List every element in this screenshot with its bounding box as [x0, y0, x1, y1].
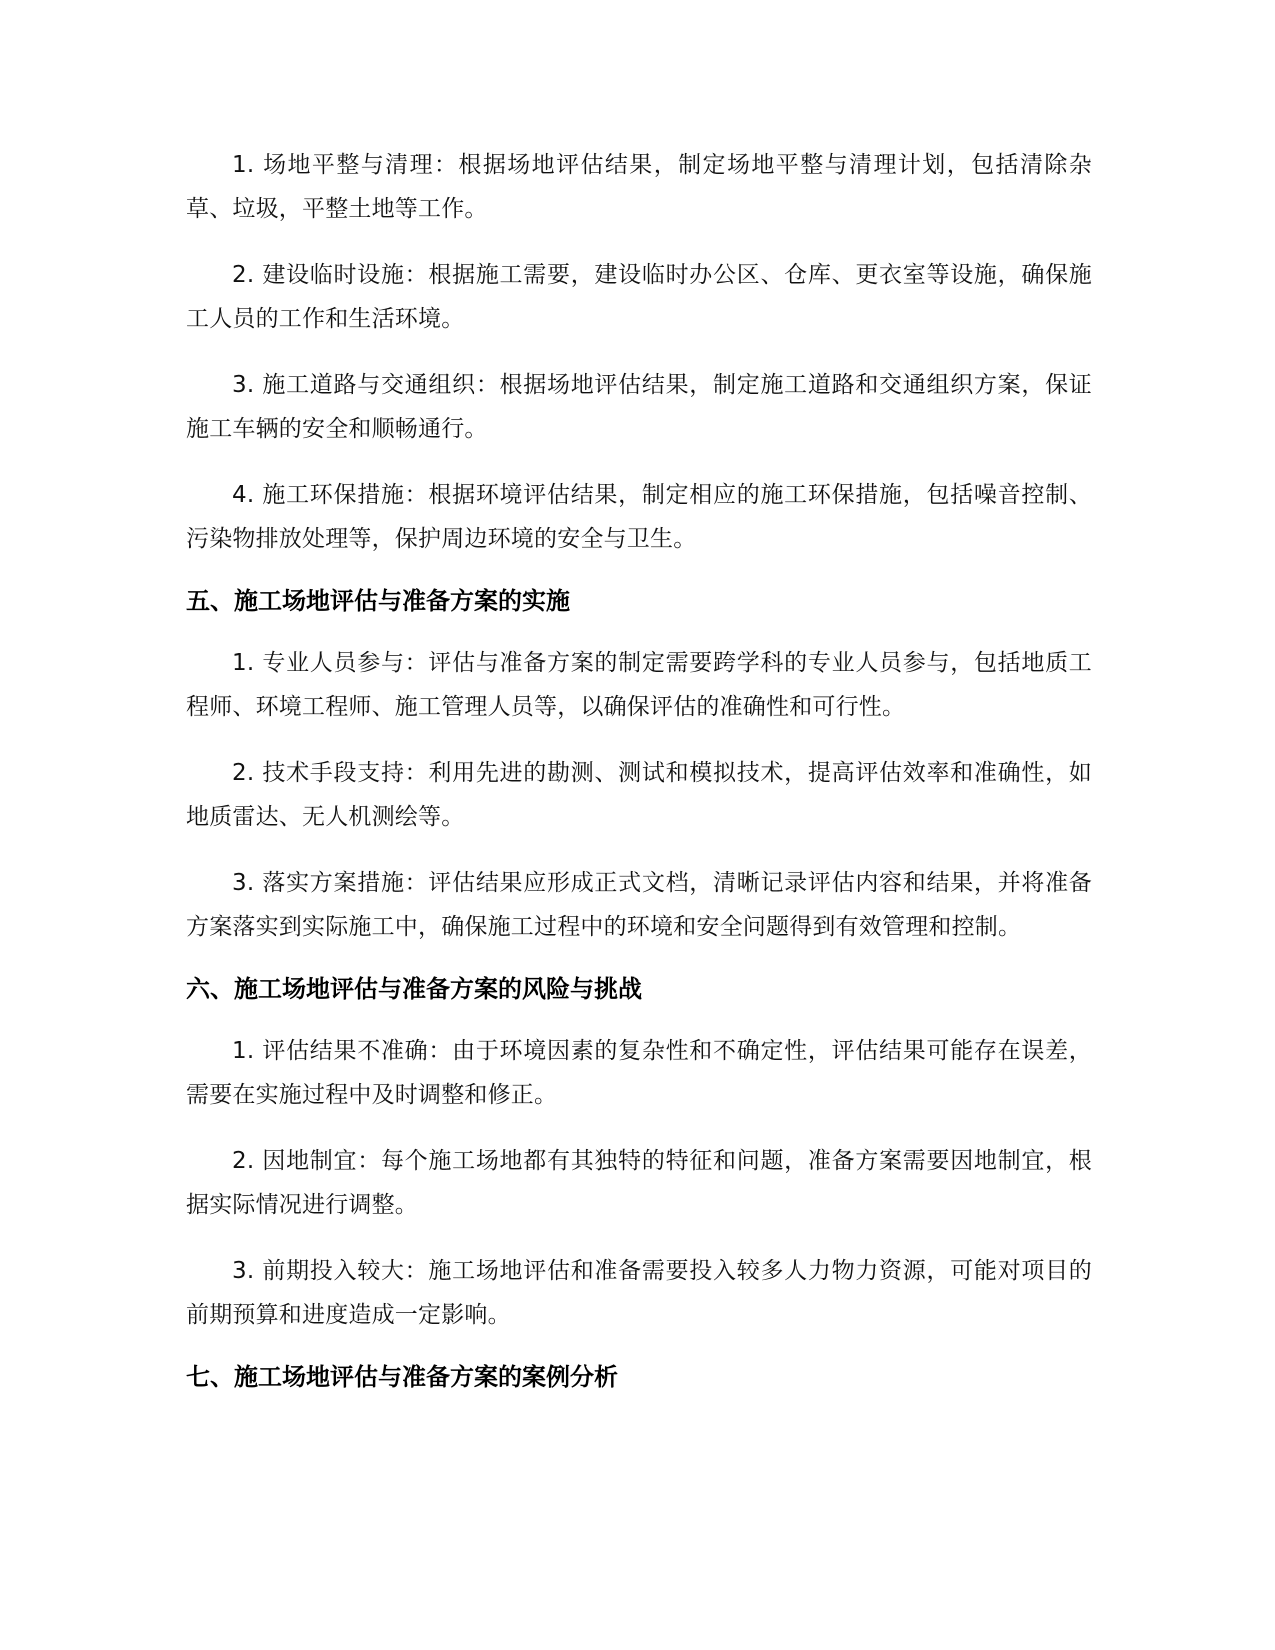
list-item: 1. 专业人员参与：评估与准备方案的制定需要跨学科的专业人员参与，包括地质工程师、环境工程师、施工管理人员等，以确保评估的准确性和可行性。	[186, 650, 1092, 720]
list-item: 2. 因地制宜：每个施工场地都有其独特的特征和问题，准备方案需要因地制宜，根据实际情况进行调整。	[186, 1148, 1092, 1218]
section-risks	[186, 971, 1092, 1337]
list-item: 4. 施工环保措施：根据环境评估结果，制定相应的施工环保措施，包括噪音控制、污染物排放处理等，保护周边环境的安全与卫生。	[186, 482, 1092, 552]
document-body	[186, 143, 1092, 1417]
list-item: 3. 施工道路与交通组织：根据场地评估结果，制定施工道路和交通组织方案，保证施工车辆的安全和顺畅通行。	[186, 372, 1092, 442]
list-item: 3. 前期投入较大：施工场地评估和准备需要投入较多人力物力资源，可能对项目的前期预算和进度造成一定影响。	[186, 1258, 1092, 1328]
section-heading: 七、施工场地评估与准备方案的案例分析	[186, 1363, 618, 1391]
section-heading: 五、施工场地评估与准备方案的实施	[186, 587, 570, 615]
section-implementation	[186, 583, 1092, 949]
section-heading: 六、施工场地评估与准备方案的风险与挑战	[186, 975, 642, 1003]
list-item: 2. 建设临时设施：根据施工需要，建设临时办公区、仓库、更衣室等设施，确保施工人员的工作和生活环境。	[186, 262, 1092, 332]
section-case-study	[186, 1359, 1092, 1395]
list-item: 2. 技术手段支持：利用先进的勘测、测试和模拟技术，提高评估效率和准确性，如地质雷达、无人机测绘等。	[186, 760, 1092, 830]
intro-list	[186, 143, 1092, 561]
list-item: 3. 落实方案措施：评估结果应形成正式文档，清晰记录评估内容和结果，并将准备方案落实到实际施工中，确保施工过程中的环境和安全问题得到有效管理和控制。	[186, 870, 1092, 940]
list-item: 1. 评估结果不准确：由于环境因素的复杂性和不确定性，评估结果可能存在误差，需要在实施过程中及时调整和修正。	[186, 1038, 1092, 1108]
list-item: 1. 场地平整与清理：根据场地评估结果，制定场地平整与清理计划，包括清除杂草、垃圾，平整土地等工作。	[186, 152, 1092, 222]
